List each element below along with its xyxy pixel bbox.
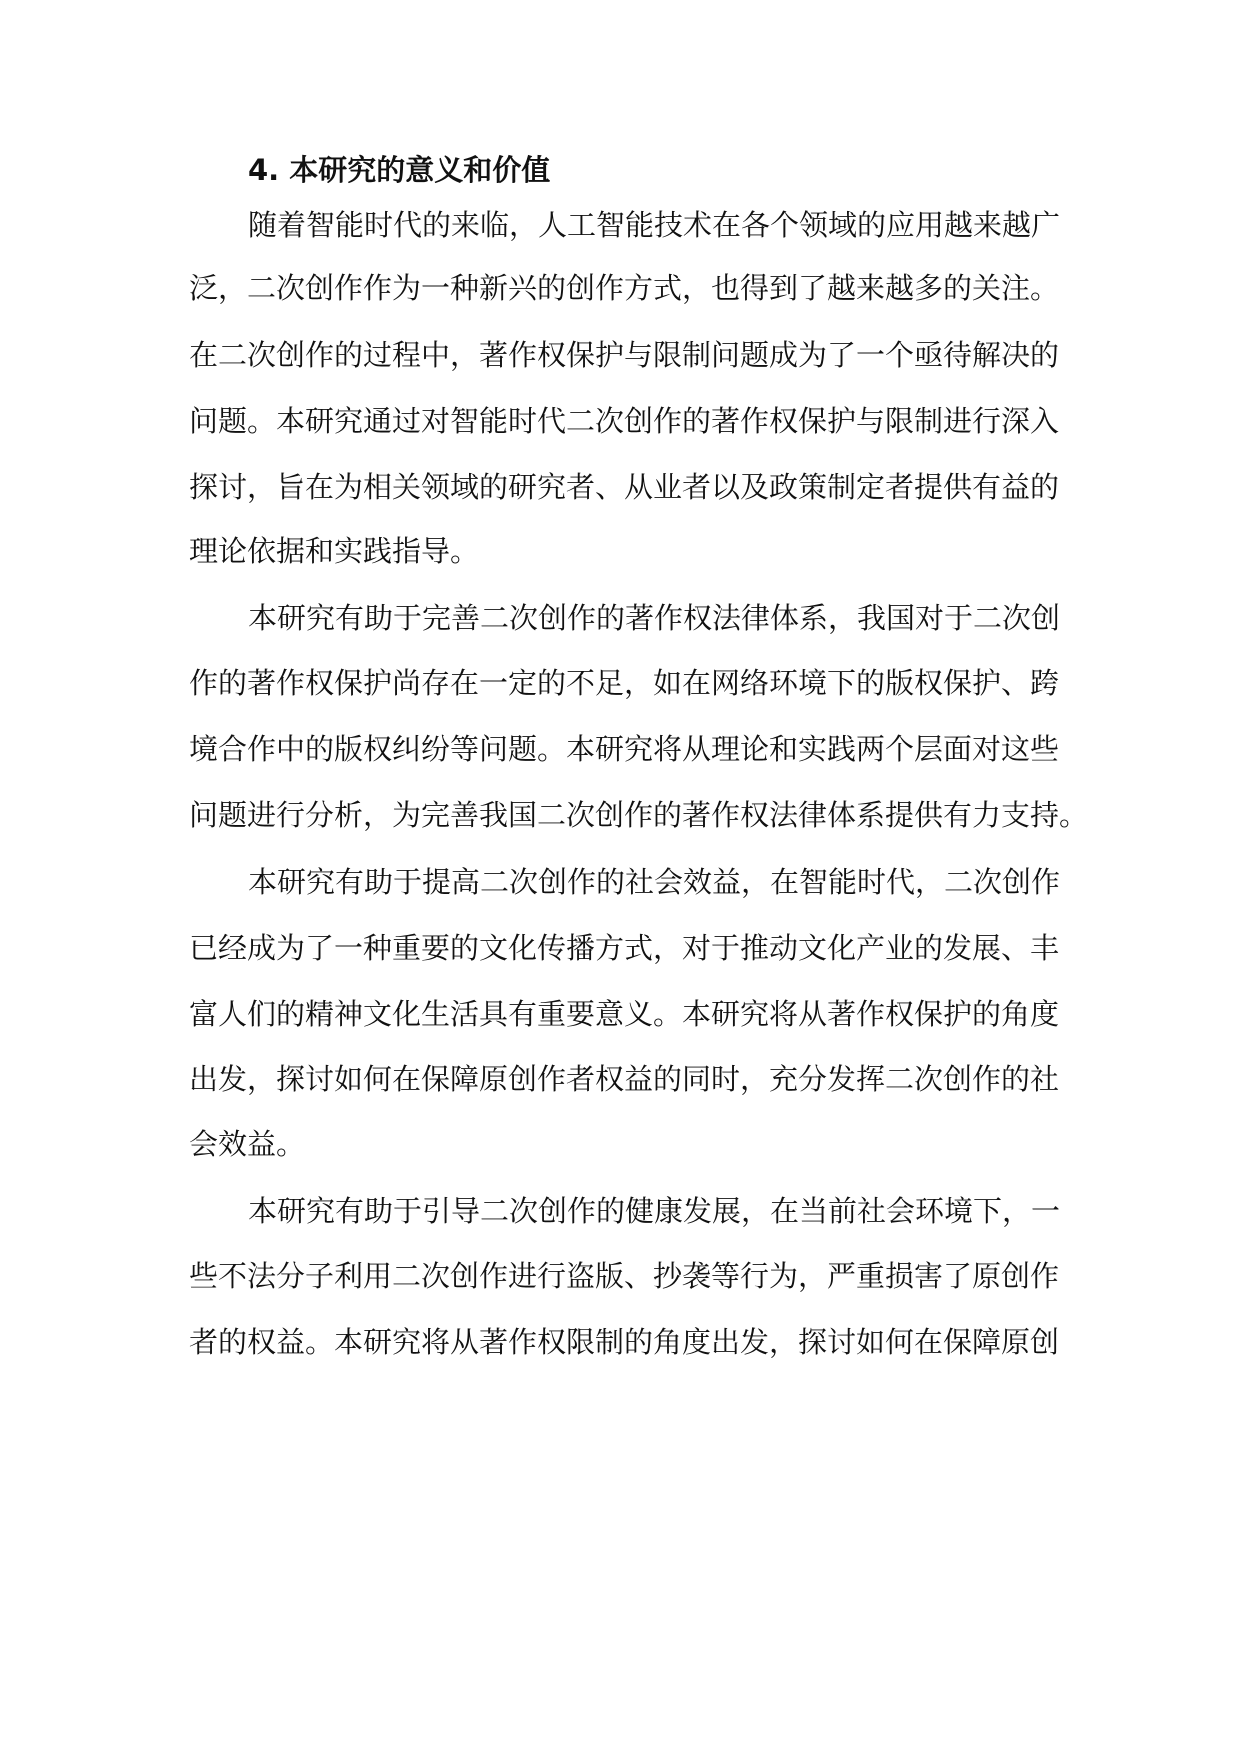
paragraph-1-line-2: 泛，二次创作作为一种新兴的创作方式，也得到了越来越多的关注。: [189, 271, 1060, 305]
paragraph-1-line-6: 理论依据和实践指导。: [189, 534, 480, 568]
paragraph-4-line-3: 者的权益。本研究将从著作权限制的角度出发，探讨如何在保障原创: [189, 1325, 1060, 1359]
paragraph-2-line-1: 本研究有助于完善二次创作的著作权法律体系，我国对于二次创: [248, 601, 1061, 635]
paragraph-3-line-2: 已经成为了一种重要的文化传播方式，对于推动文化产业的发展、丰: [189, 931, 1060, 965]
paragraph-2-line-2: 作的著作权保护尚存在一定的不足，如在网络环境下的版权保护、跨: [189, 666, 1060, 700]
paragraph-2-line-4: 问题进行分析，为完善我国二次创作的著作权法律体系提供有力支持。: [189, 798, 1089, 832]
paragraph-2-line-3: 境合作中的版权纠纷等问题。本研究将从理论和实践两个层面对这些: [189, 732, 1060, 766]
section-heading: 4. 本研究的意义和价值: [248, 153, 551, 187]
paragraph-1-line-1: 随着智能时代的来临，人工智能技术在各个领域的应用越来越广: [248, 208, 1061, 242]
paragraph-4-line-1: 本研究有助于引导二次创作的健康发展，在当前社会环境下，一: [248, 1194, 1061, 1228]
paragraph-3-line-5: 会效益。: [189, 1127, 306, 1161]
paragraph-1-line-3: 在二次创作的过程中，著作权保护与限制问题成为了一个亟待解决的: [189, 338, 1060, 372]
paragraph-3-line-3: 富人们的精神文化生活具有重要意义。本研究将从著作权保护的角度: [189, 997, 1060, 1031]
paragraph-3-line-4: 出发，探讨如何在保障原创作者权益的同时，充分发挥二次创作的社: [189, 1062, 1060, 1096]
paragraph-1-line-5: 探讨，旨在为相关领域的研究者、从业者以及政策制定者提供有益的: [189, 470, 1060, 504]
paragraph-1-line-4: 问题。本研究通过对智能时代二次创作的著作权保护与限制进行深入: [189, 404, 1060, 438]
paragraph-4-line-2: 些不法分子利用二次创作进行盗版、抄袭等行为，严重损害了原创作: [189, 1259, 1060, 1293]
paragraph-3-line-1: 本研究有助于提高二次创作的社会效益，在智能时代，二次创作: [248, 865, 1061, 899]
